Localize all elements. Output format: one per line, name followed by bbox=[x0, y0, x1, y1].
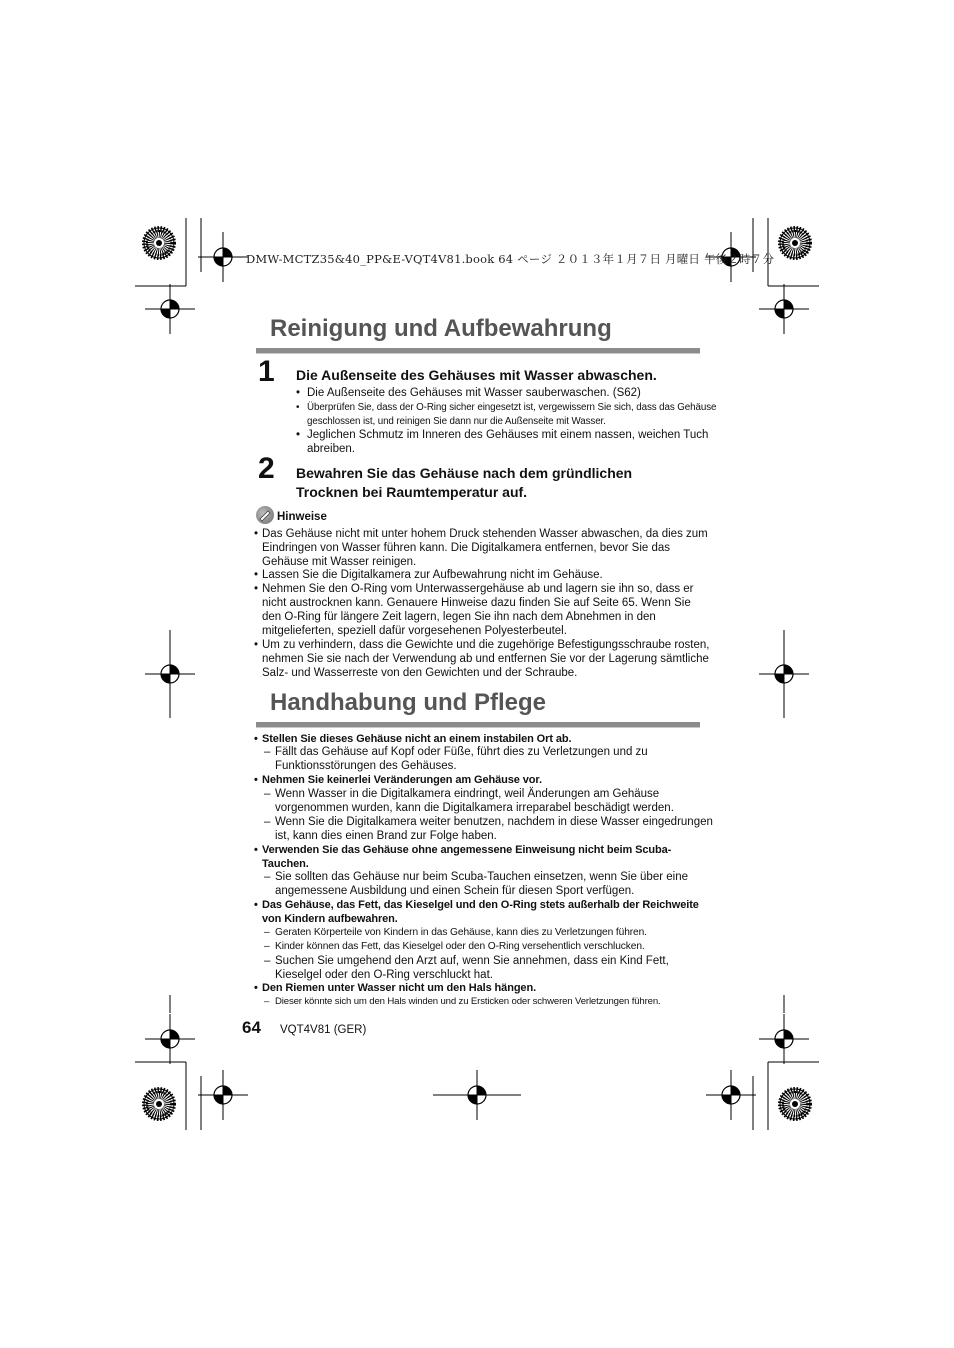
notes-label: Hinweise bbox=[277, 511, 327, 523]
step-heading: Bewahren Sie das Gehäuse nach dem gründlichen bbox=[296, 465, 633, 481]
star-target-icon bbox=[144, 228, 174, 258]
step-heading: Trocknen bei Raumtemperatur auf. bbox=[296, 484, 528, 500]
registration-mark-icon bbox=[198, 1070, 248, 1120]
print-header-line: DMW-MCTZ35&40_PP&E-VQT4V81.book 64 ページ ２０１３年１月７日 月曜日 午後２時７分 bbox=[246, 252, 775, 266]
list-item: • Das Gehäuse, das Fett, das Kieselgel und den O-Ring stets außerhalb der Reichweite von Kindern aufbewahren. bbox=[254, 898, 712, 926]
list-item: • Lassen Sie die Digitalkamera zur Aufbewahrung nicht im Gehäuse. bbox=[254, 568, 712, 582]
list-item: • Verwenden Sie das Gehäuse ohne angemessene Einweisung nicht beim Scuba-Tauchen. bbox=[254, 843, 712, 871]
note-icon bbox=[256, 506, 274, 524]
list-item: – Wenn Wasser in die Digitalkamera eindringt, weil Änderungen am Gehäuse vorgenommen wurden, kann die Digitalkamera irreparabel beschädigt werden. bbox=[264, 787, 715, 815]
list-item: • Die Außenseite des Gehäuses mit Wasser sauberwaschen. (S62) bbox=[296, 387, 717, 401]
list-item: • Jeglichen Schmutz im Inneren des Gehäuses mit einem nassen, weichen Tuch abreiben. bbox=[296, 429, 717, 456]
step-number: 2 bbox=[258, 452, 275, 485]
registration-mark-icon bbox=[145, 1014, 195, 1064]
registration-mark-icon bbox=[759, 1014, 809, 1064]
document-code: VQT4V81 (GER) bbox=[280, 1024, 367, 1036]
star-target-icon bbox=[780, 228, 810, 258]
list-item: – Sie sollten das Gehäuse nur beim Scuba-Tauchen einsetzen, wenn Sie über eine angemessene Ausbildung und einen Schein für diesen Sport verfügen. bbox=[264, 870, 715, 898]
list-item: • Nehmen Sie den O-Ring vom Unterwassergehäuse ab und lagern sie ihn so, dass er nicht austrocknen kann. Genauere Hinweise dazu finden Sie auf Seite 65. Wenn Sie den O-Ring für längere Zeit lagern, legen Sie ihn nach dem Abnehmen in den mitgelieferten, speziell dafür vorgesehenen Polyesterbeutel. bbox=[254, 582, 712, 638]
list-item: • Um zu verhindern, dass die Gewichte und die zugehörige Befestigungsschraube rosten, nehmen Sie sie nach der Verwendung ab und entfernen Sie vor der Lagerung sämtliche Salz- und Wasserreste von den Gewichten und der Schraube. bbox=[254, 638, 712, 680]
list-item: – Dieser könnte sich um den Hals winden und zu Ersticken oder schweren Verletzungen führen. bbox=[264, 995, 715, 1009]
step-heading: Die Außenseite des Gehäuses mit Wasser abwaschen. bbox=[296, 367, 657, 383]
title-rule bbox=[256, 722, 700, 728]
list-item: • Überprüfen Sie, dass der O-Ring sicher eingesetzt ist, vergewissern Sie sich, dass das Gehäuse geschlossen ist, und reinigen Sie dann nur die Außenseite mit Wasser. bbox=[296, 401, 717, 429]
list-item: – Fällt das Gehäuse auf Kopf oder Füße, führt dies zu Verletzungen und zu Funktionsstörungen des Gehäuses. bbox=[264, 745, 715, 773]
list-item: – Suchen Sie umgehend den Arzt auf, wenn Sie annehmen, dass ein Kind Fett, Kieselgel oder den O-Ring verschluckt hat. bbox=[264, 954, 715, 982]
list-item: – Geraten Körperteile von Kindern in das Gehäuse, kann dies zu Verletzungen führen. bbox=[264, 926, 715, 940]
star-target-icon bbox=[144, 1089, 174, 1119]
step-number: 1 bbox=[258, 355, 275, 388]
list-item: • Das Gehäuse nicht mit unter hohem Druck stehenden Wasser abwaschen, da dies zum Eindringen von Wasser führen kann. Die Digitalkamera entfernen, bevor Sie das Gehäuse mit Wasser reinigen. bbox=[254, 527, 712, 569]
registration-mark-icon bbox=[198, 232, 248, 282]
list-item: – Kinder können das Fett, das Kieselgel oder den O-Ring versehentlich verschlucken. bbox=[264, 940, 715, 954]
registration-mark-icon bbox=[706, 1070, 756, 1120]
section-title-handling: Handhabung und Pflege bbox=[270, 689, 546, 716]
title-rule bbox=[256, 348, 700, 354]
list-item: • Nehmen Sie keinerlei Veränderungen am Gehäuse vor. bbox=[254, 773, 712, 787]
list-item: • Stellen Sie dieses Gehäuse nicht an einem instabilen Ort ab. bbox=[254, 732, 712, 746]
star-target-icon bbox=[780, 1089, 810, 1119]
list-item: • Den Riemen unter Wasser nicht um den Hals hängen. bbox=[254, 981, 712, 995]
registration-mark-icon bbox=[145, 284, 195, 334]
registration-mark-icon bbox=[759, 284, 809, 334]
page-number: 64 bbox=[242, 1018, 261, 1037]
section-title-cleaning: Reinigung und Aufbewahrung bbox=[270, 315, 612, 342]
list-item: – Wenn Sie die Digitalkamera weiter benutzen, nachdem in diese Wasser eingedrungen ist, kann dies einen Brand zur Folge haben. bbox=[264, 815, 715, 843]
